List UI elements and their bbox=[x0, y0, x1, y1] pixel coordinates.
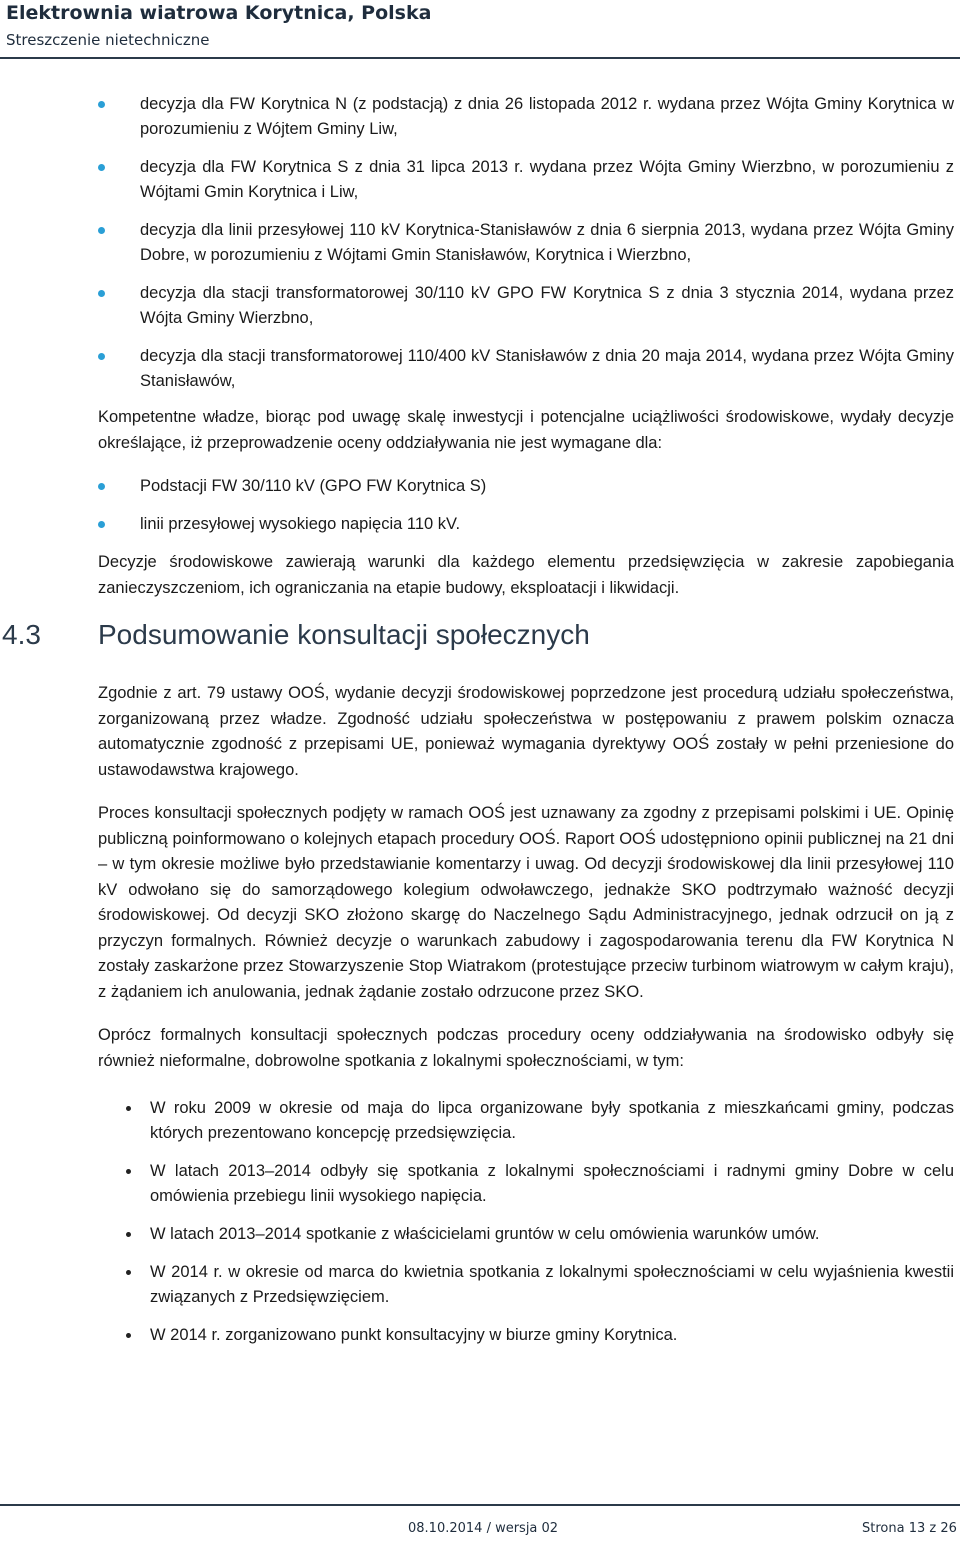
list-item: W 2014 r. w okresie od marca do kwietnia spotkania z lokalnymi społecznościami w celu wyjaśnienia kwestii związanych z Przedsięwzięciem. bbox=[108, 1260, 954, 1310]
page-content bbox=[2, 92, 954, 1361]
list-item: decyzja dla linii przesyłowej 110 kV Korytnica-Stanisławów z dnia 6 sierpnia 2013, wydana przez Wójta Gminy Dobre, w porozumieniu z Wójtami Gmin Stanisławów, Korytnica i Wierzbno, bbox=[98, 218, 954, 268]
section-title: Podsumowanie konsultacji społecznych bbox=[98, 619, 590, 650]
exempt-list bbox=[98, 474, 954, 537]
list-item: W latach 2013–2014 spotkanie z właścicielami gruntów w celu omówienia warunków umów. bbox=[108, 1222, 954, 1247]
list-item: decyzja dla FW Korytnica N (z podstacją) z dnia 26 listopada 2012 r. wydana przez Wójta Gminy Korytnica w porozumieniu z Wójtem Gminy Liw, bbox=[98, 92, 954, 142]
list-item: Podstacji FW 30/110 kV (GPO FW Korytnica S) bbox=[98, 474, 954, 499]
list-item: W roku 2009 w okresie od maja do lipca organizowane były spotkania z mieszkańcami gminy, podczas których prezentowano koncepcję przedsięwzięcia. bbox=[108, 1096, 954, 1146]
section-heading bbox=[2, 619, 954, 659]
list-item: W latach 2013–2014 odbyły się spotkania z lokalnymi społecznościami i radnymi gminy Dobre w celu omówienia przebiegu linii wysokiego napięcia. bbox=[108, 1159, 954, 1209]
list-item: W 2014 r. zorganizowano punkt konsultacyjny w biurze gminy Korytnica. bbox=[108, 1323, 954, 1348]
footer-date-version: 08.10.2014 / wersja 02 bbox=[408, 1521, 559, 1536]
list-item: linii przesyłowej wysokiego napięcia 110 kV. bbox=[98, 512, 954, 537]
list-item: decyzja dla FW Korytnica S z dnia 31 lipca 2013 r. wydana przez Wójta Gminy Wierzbno, w porozumieniu z Wójtami Gmin Korytnica i Liw, bbox=[98, 155, 954, 205]
meetings-list bbox=[108, 1096, 954, 1348]
paragraph: Oprócz formalnych konsultacji społecznych podczas procedury oceny oddziaływania na środowisko odbyły się również nieformalne, dobrowolne spotkania z lokalnymi społecznościami, w tym: bbox=[98, 1026, 954, 1070]
header-divider bbox=[0, 57, 960, 59]
conditions-paragraph: Decyzje środowiskowe zawierają warunki dla każdego elementu przedsięwzięcia w zakresie zapobiegania zanieczyszczeniom, ich ograniczania na etapie budowy, eksploatacji i likwidacji. bbox=[98, 553, 954, 597]
paragraph: Proces konsultacji społecznych podjęty w ramach OOŚ jest uznawany za zgodny z przepisami polskimi i UE. Opinię publiczną poinformowano o kolejnych etapach procedury OOŚ. Raport OOŚ udostępniono opinii publicznej na 21 dni – w tym okresie możliwe było przedstawianie komentarzy i uwag. Od decyzji środowiskowej dla linii przesyłowej 110 kV odwołano się do samorządowego kolegium odwoławczego, jednakże SKO podtrzymało ważność decyzji środowiskowej. Od decyzji SKO złożono skargę do Naczelnego Sądu Administracyjnego, jednak odrzucił on ją z przyczyn formalnych. Również decyzje o warunkach zabudowy i zagospodarowania terenu dla FW Korytnica N zostały zaskarżone przez Stowarzyszenie Stop Wiatrakom (protestujące przeciw turbinom wiatrowym w całym kraju), z żądaniem ich anulowania, jednak żądanie zostało odrzucone przez SKO. bbox=[98, 804, 954, 1001]
document-subtitle: Streszczenie nietechniczne bbox=[6, 31, 210, 49]
document-title: Elektrownia wiatrowa Korytnica, Polska bbox=[6, 2, 432, 24]
decisions-list bbox=[98, 92, 954, 394]
page-number: Strona 13 z 26 bbox=[862, 1521, 957, 1536]
competent-authorities-paragraph: Kompetentne władze, biorąc pod uwagę skalę inwestycji i potencjalne uciążliwości środowiskowe, wydały decyzje określające, iż przeprowadzenie oceny oddziaływania nie jest wymagane dla: bbox=[98, 408, 954, 452]
paragraph: Zgodnie z art. 79 ustawy OOŚ, wydanie decyzji środowiskowej poprzedzone jest procedurą udziału społeczeństwa, zorganizowaną przez władze. Zgodność udziału społeczeństwa w postępowaniu z prawem polskim oznacza automatycznie zgodność z przepisami UE, ponieważ wymagania dyrektywy OOŚ zostały w pełni przeniesione do ustawodawstwa krajowego. bbox=[98, 684, 954, 779]
list-item: decyzja dla stacji transformatorowej 30/110 kV GPO FW Korytnica S z dnia 3 stycznia 2014, wydana przez Wójta Gminy Wierzbno, bbox=[98, 281, 954, 331]
footer-divider bbox=[0, 1504, 960, 1506]
list-item: decyzja dla stacji transformatorowej 110/400 kV Stanisławów z dnia 20 maja 2014, wydana przez Wójta Gminy Stanisławów, bbox=[98, 344, 954, 394]
section-number: 4.3 bbox=[2, 619, 41, 650]
